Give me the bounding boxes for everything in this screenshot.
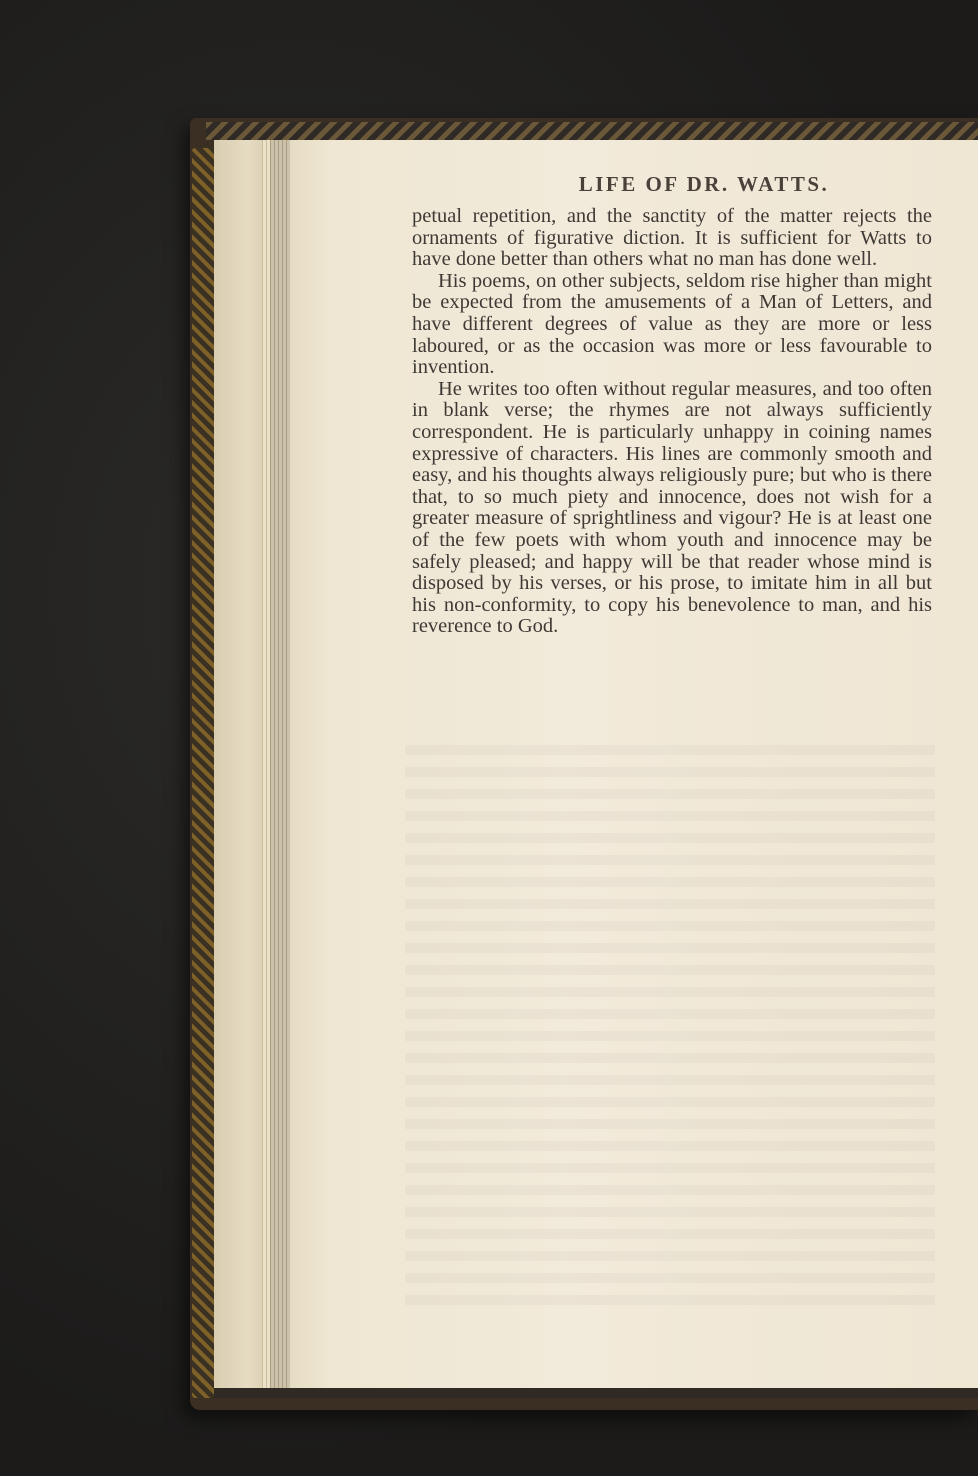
paragraph-1: petual repetition, and the sanctity of the matter rejects the ornaments of figurative diction. It is sufficient for Watts to have done better than others what no man has done well. [412, 205, 932, 271]
page-bottom-edge [214, 1388, 978, 1398]
show-through-text [405, 745, 935, 1305]
paragraph-3: He writes too often without regular measures, and too often in blank verse; the rhymes are not always sufficiently correspondent. He is particularly unhappy in coining names expressive of characters. His lines are commonly smooth and easy, and his thoughts always religiously pure; but who is there that, to so much piety and innocence, does not wish for a greater measure of sprightliness and vigour? He is at least one of the few poets with whom youth and innocence may be safely pleased; and happy will be that reader whose mind is disposed by his verses, or his prose, to imitate him in all but his non-conformity, to copy his benevolence to man, and his reverence to God. [412, 377, 932, 638]
body-text [412, 206, 932, 638]
spine-decoration [192, 148, 214, 1398]
paragraph-2: His poems, on other subjects, seldom rise higher than might be expected from the amusements of a Man of Letters, and have different degrees of value as they are more or less laboured, or as the occasion was more or less favourable to invention. [412, 269, 932, 379]
top-cover-pattern [206, 122, 978, 140]
running-head: LIFE OF DR. WATTS. [578, 172, 830, 196]
page-edge-lines [262, 140, 292, 1392]
